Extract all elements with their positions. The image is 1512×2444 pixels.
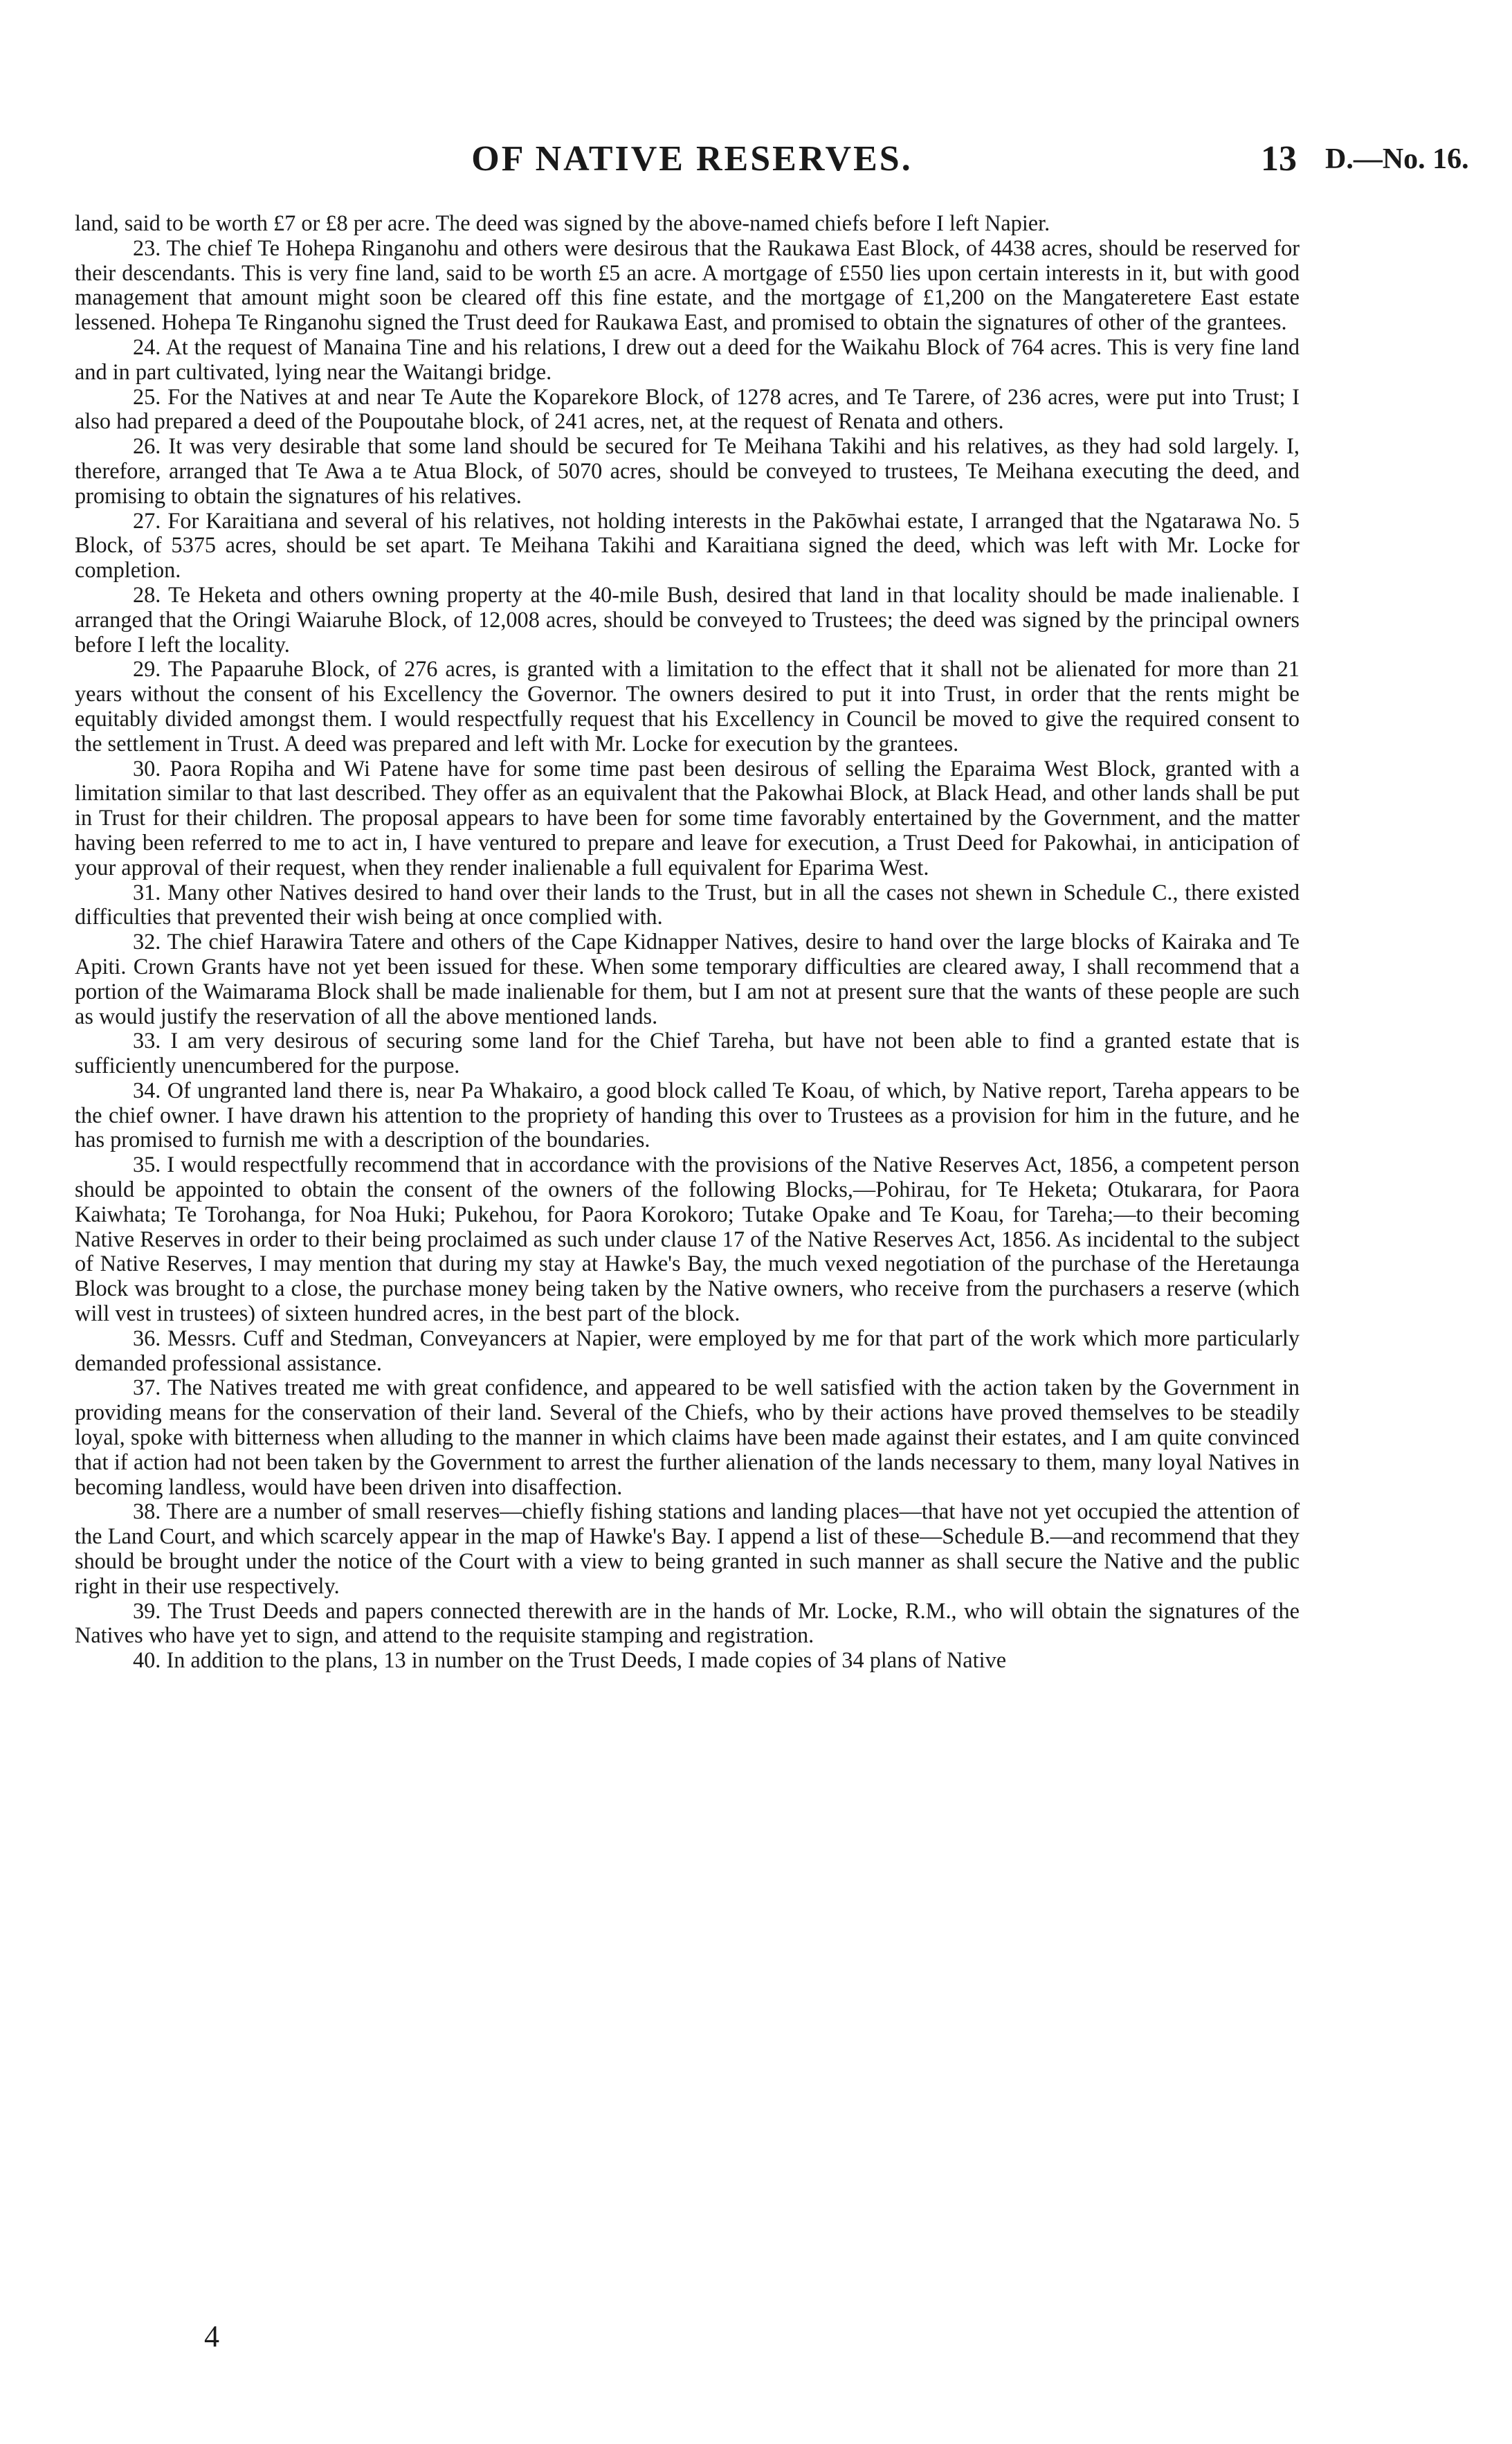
paragraph-23: 23. The chief Te Hohepa Ringanohu and others were desirous that the Raukawa East Block, of 4438 acres, should be reserved for their descendants. This is very fine land, said to be worth £5 an acre. A mortgage of £550 lies upon certain interests in it, but with good management that amount might soon be cleared off this fine estate, and the mortgage of £1,200 on the Mangateretere East estate lessened. Hohepa Te Ringanohu signed the Trust deed for Raukawa East, and promised to obtain the signatures of other of the grantees. xyxy=(75,235,1300,335)
paragraph-34: 34. Of ungranted land there is, near Pa Whakairo, a good block called Te Koau, of which, by Native report, Tareha appears to be the chief owner. I have drawn his attention to the propriety of handing this over to Trustees as a provision for him in the future, and he has promised to furnish me with a description of the boundaries. xyxy=(75,1077,1300,1152)
paragraph-27: 27. For Karaitiana and several of his relatives, not holding interests in the Pakōwhai estate, I arranged that the Ngatarawa No. 5 Block, of 5375 acres, should be set apart. Te Meihana Takihi and Karaitiana signed the deed, which was left with Mr. Locke for completion. xyxy=(75,507,1300,583)
paragraph-continuation: land, said to be worth £7 or £8 per acre. The deed was signed by the above-named chiefs before I left Napier. xyxy=(75,210,1050,235)
page-header xyxy=(0,138,1512,194)
paragraph-38: 38. There are a number of small reserves—chiefly fishing stations and landing places—that have not yet occupied the attention of the Land Court, and which scarcely appear in the map of Hawke's Bay. I append a list of these—Schedule B.—and recommend that they should be brought under the notice of the Court with a view to being granted in such manner as shall secure the Native and the public right in their use respectively. xyxy=(75,1499,1300,1598)
body-text xyxy=(75,211,1300,1673)
paragraph-31: 31. Many other Natives desired to hand over their lands to the Trust, but in all the cases not shewn in Schedule C., there existed difficulties that prevented their wish being at once complied with. xyxy=(75,879,1300,930)
paragraph-26: 26. It was very desirable that some land should be secured for Te Meihana Takihi and his relatives, as they had sold largely. I, therefore, arranged that Te Awa a te Atua Block, of 5070 acres, should be conveyed to trustees, Te Meihana executing the deed, and promising to obtain the signatures of his relatives. xyxy=(75,433,1300,508)
paragraph-28: 28. Te Heketa and others owning property at the 40-mile Bush, desired that land in that locality should be made inalienable. I arranged that the Oringi Waiaruhe Block, of 12,008 acres, should be conveyed to Trustees; the deed was signed by the principal owners before I left the locality. xyxy=(75,581,1300,657)
paragraph-29: 29. The Papaaruhe Block, of 276 acres, is granted with a limitation to the effect that it shall not be alienated for more than 21 years without the consent of his Excellency the Governor. The owners desired to put it into Trust, in order that the rents might be equitably divided amongst them. I would respectfully request that his Excellency in Council be moved to give the required consent to the settlement in Trust. A deed was prepared and left with Mr. Locke for execution by the grantees. xyxy=(75,656,1300,756)
paragraph-40: 40. In addition to the plans, 13 in number on the Trust Deeds, I made copies of 34 plans of Native xyxy=(133,1647,1007,1673)
paragraph-37: 37. The Natives treated me with great confidence, and appeared to be well satisfied with the action taken by the Government in providing means for the conservation of their land. Several of the Chiefs, who by their actions have proved themselves to be steadily loyal, spoke with bitterness when alluding to the manner in which claims have been made against their estates, and I am quite convinced that if action had not been taken by the Government to arrest the further alienation of the lands necessary to them, many loyal Natives in becoming landless, would have been driven into disaffection. xyxy=(75,1375,1300,1499)
paragraph-36: 36. Messrs. Cuff and Stedman, Conveyancers at Napier, were employed by me for that part of the work which more particularly demanded professional assistance. xyxy=(75,1325,1300,1375)
paragraph-35: 35. I would respectfully recommend that in accordance with the provisions of the Native Reserves Act, 1856, a competent person should be appointed to obtain the consent of the owners of the following Blocks,—Pohirau, for Te Heketa; Otukarara, for Paora Kaiwhata; Te Torohanga, for Noa Huki; Pukehou, for Paora Korokoro; Tutake Opake and Te Koau, for Tareha;—to their becoming Native Reserves in order to their being proclaimed as such under clause 17 of the Native Reserves Act, 1856. As incidental to the subject of Native Reserves, I may mention that during my stay at Hawke's Bay, the much vexed negotiation of the purchase of the Heretaunga Block was brought to a close, the purchase money being taken by the Native owners, who receive from the purchasers a reserve (which will vest in trustees) of sixteen hundred acres, in the best part of the block. xyxy=(75,1152,1300,1326)
paragraph-24: 24. At the request of Manaina Tine and his relations, I drew out a deed for the Waikahu Block of 764 acres. This is very fine land and in part cultivated, lying near the Waitangi bridge. xyxy=(75,334,1300,384)
paragraph-39: 39. The Trust Deeds and papers connected therewith are in the hands of Mr. Locke, R.M., who will obtain the signatures of the Natives who have yet to sign, and attend to the requisite stamping and registration. xyxy=(75,1597,1300,1648)
document-reference: D.—No. 16. xyxy=(1325,143,1469,175)
signature-mark: 4 xyxy=(204,2319,219,2353)
paragraph-33: 33. I am very desirous of securing some land for the Chief Tareha, but have not been able to find a granted estate that is sufficiently unencumbered for the purpose. xyxy=(75,1028,1300,1078)
paragraph-25: 25. For the Natives at and near Te Aute the Koparekore Block, of 1278 acres, and Te Tarere, of 236 acres, were put into Trust; I also had prepared a deed of the Poupoutahe block, of 241 acres, net, at the request of Renata and others. xyxy=(75,383,1300,434)
running-title: OF NATIVE RESERVES. xyxy=(471,139,913,179)
page-number: 13 xyxy=(1261,139,1297,179)
paragraph-32: 32. The chief Harawira Tatere and others of the Cape Kidnapper Natives, desire to hand over the large blocks of Kairaka and Te Apiti. Crown Grants have not yet been issued for these. When some temporary difficulties are cleared away, I shall recommend that a portion of the Waimarama Block shall be made inalienable for them, but I am not at present sure that the wants of these people are such as would justify the reservation of all the above mentioned lands. xyxy=(75,929,1300,1029)
paragraph-30: 30. Paora Ropiha and Wi Patene have for some time past been desirous of selling the Eparaima West Block, granted with a limitation similar to that last described. They offer as an equivalent that the Pakowhai Block, at Black Head, and other lands shall be put in Trust for their children. The proposal appears to have been for some time favorably entertained by the Government, and the matter having been referred to me to act in, I have ventured to prepare and leave for execution, a Trust Deed for Pakowhai, in anticipation of your approval of their request, when they render inalienable a full equivalent for Eparima West. xyxy=(75,755,1300,880)
